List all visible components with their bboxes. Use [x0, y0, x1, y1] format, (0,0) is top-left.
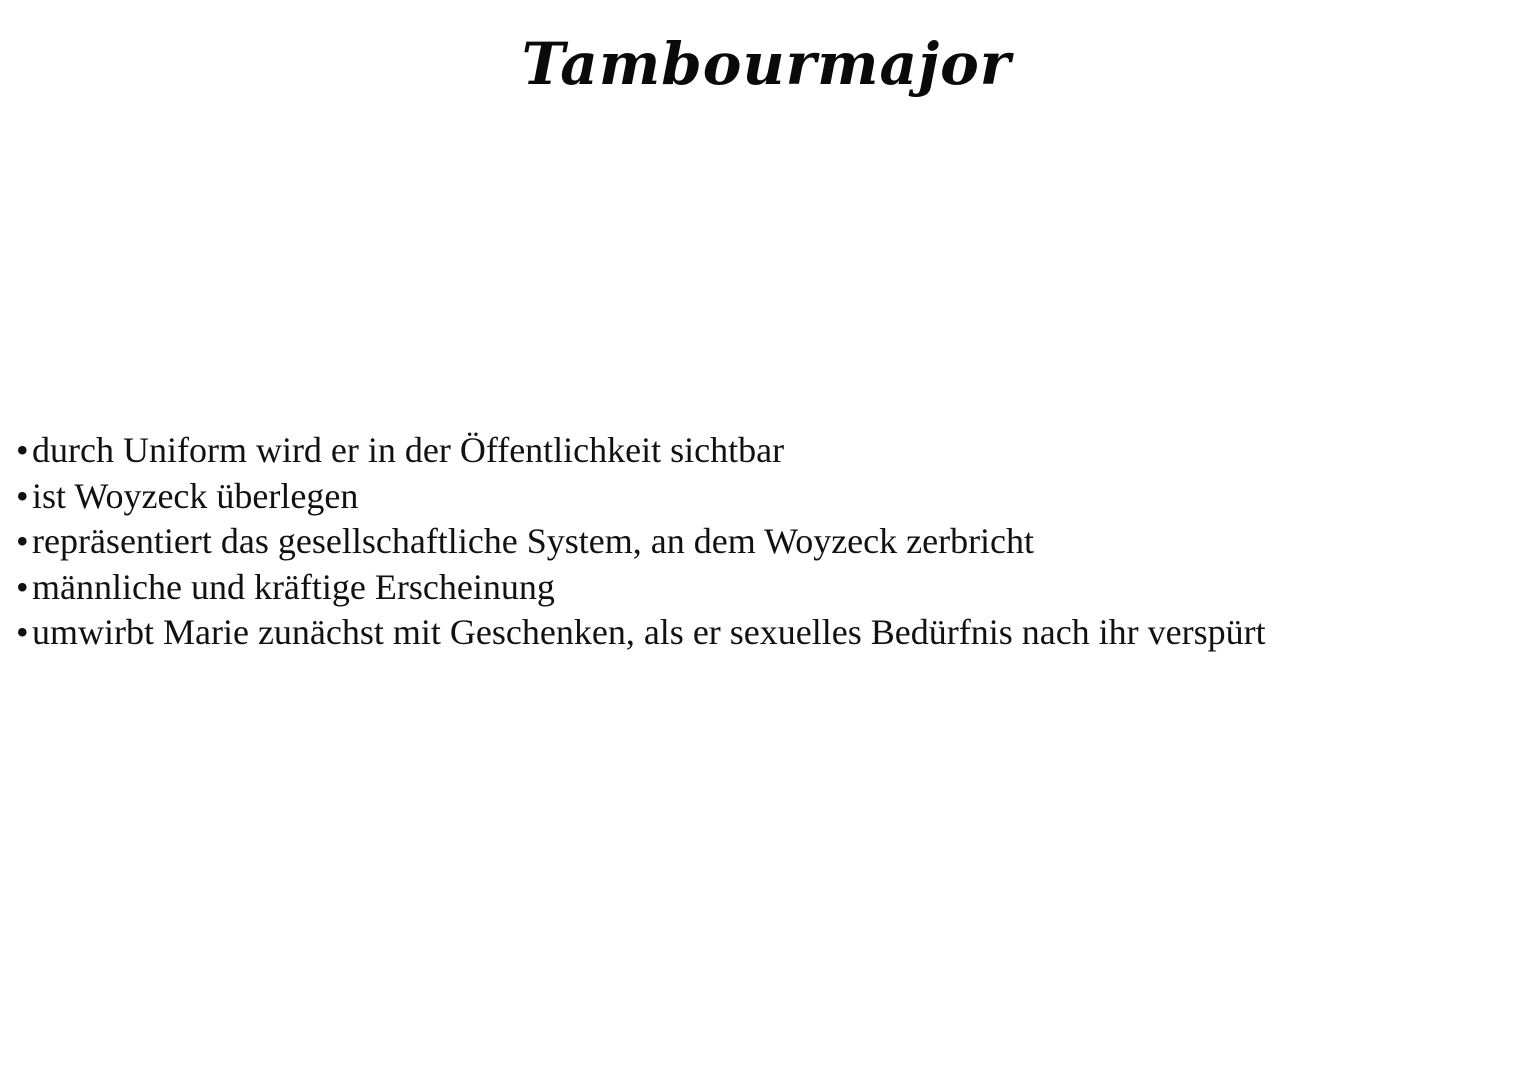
title-area [0, 28, 1527, 100]
list-item-text: umwirbt Marie zunächst mit Geschenken, als er sexuelles Bedürfnis nach ihr verspürt [32, 612, 1266, 652]
page-title: Tambourmajor [516, 28, 1018, 100]
list-item [16, 519, 1266, 565]
list-item-text: ist Woyzeck überlegen [32, 475, 359, 516]
list-item [16, 428, 1266, 474]
list-item-text: männliche und kräftige Erscheinung [32, 566, 555, 607]
bullet-icon: • [16, 475, 29, 516]
list-item [16, 610, 1266, 656]
list-item-text: durch Uniform wird er in der Öffentlichkeit sichtbar [32, 430, 785, 470]
bullet-icon: • [16, 430, 29, 470]
bullet-icon: • [16, 612, 29, 652]
list-item [16, 565, 1266, 611]
list-item-text: repräsentiert das gesellschaftliche System, an dem Woyzeck zerbricht [32, 521, 1035, 561]
bullet-list [16, 428, 1266, 656]
bullet-icon: • [16, 521, 29, 561]
bullet-icon: • [16, 566, 29, 607]
list-item [16, 474, 1266, 520]
